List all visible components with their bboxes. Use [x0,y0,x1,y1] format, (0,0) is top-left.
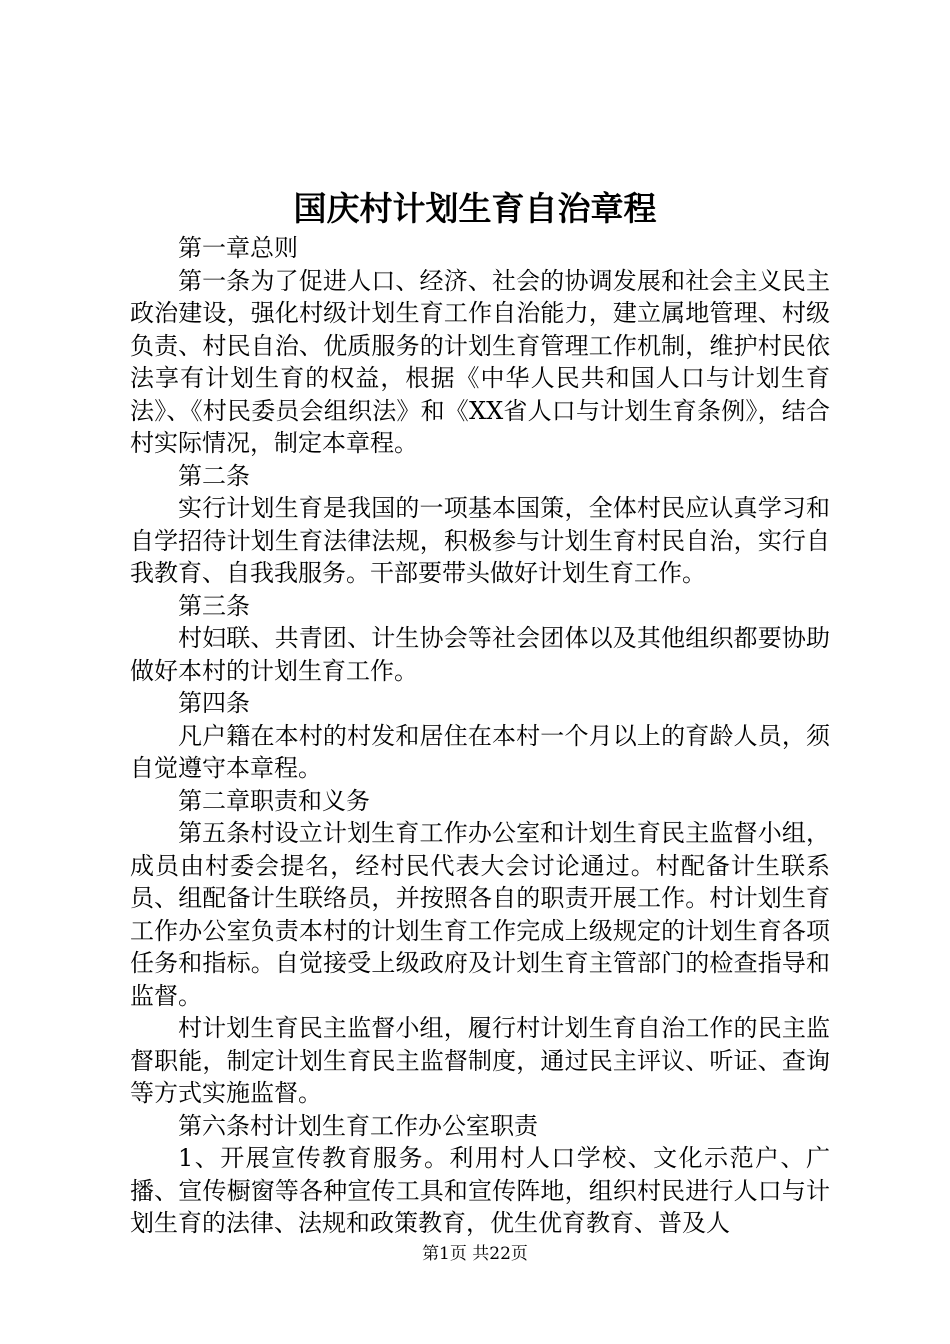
document-body [130,232,830,1240]
paragraph: 村妇联、共青团、计生协会等社会团体以及其他组织都要协助做好本村的计划生育工作。 [130,624,830,685]
paragraph: 第三条 [178,591,250,620]
paragraph: 第二条 [178,461,250,490]
paragraph: 村计划生育民主监督小组，履行村计划生育自治工作的民主监督职能，制定计划生育民主监督制度，通过民主评议、听证、查询等方式实施监督。 [130,1014,830,1107]
paragraph: 第一条为了促进人口、经济、社会的协调发展和社会主义民主政治建设，强化村级计划生育工作自治能力，建立属地管理、村级负责、村民自治、优质服务的计划生育管理工作机制，维护村民依法享有计划生育的权益，根据《中华人民共和国人口与计划生育法》、《村民委员会组织法》和《XX省人口与计划生育条例》，结合村实际情况，制定本章程。 [130,266,830,457]
paragraph: 1、开展宣传教育服务。利用村人口学校、文化示范户、广播、宣传橱窗等各种宣传工具和宣传阵地，组织村民进行人口与计划生育的法律、法规和政策教育，优生优育教育、普及人 [130,1144,830,1237]
page-number-footer: 第1页 共22页 [422,1244,528,1264]
paragraph: 第一章总则 [178,234,298,262]
paragraph: 实行计划生育是我国的一项基本国策，全体村民应认真学习和自学招待计划生育法律法规，积极参与计划生育村民自治，实行自我教育、自我我服务。干部要带头做好计划生育工作。 [130,494,830,587]
paragraph: 第五条村设立计划生育工作办公室和计划生育民主监督小组，成员由村委会提名，经村民代表大会讨论通过。村配备计生联系员、组配备计生联络员，并按照各自的职责开展工作。村计划生育工作办公室负责本村的计划生育工作完成上级规定的计划生育各项任务和指标。自觉接受上级政府及计划生育主管部门的检查指导和监督。 [130,819,830,1010]
paragraph: 凡户籍在本村的村发和居住在本村一个月以上的育龄人员，须自觉遵守本章程。 [130,721,830,782]
paragraph: 第四条 [178,689,250,717]
paragraph: 第二章职责和义务 [178,786,370,815]
page-title: 国庆村计划生育自治章程 [293,189,657,228]
paragraph: 第六条村计划生育工作办公室职责 [178,1111,538,1140]
